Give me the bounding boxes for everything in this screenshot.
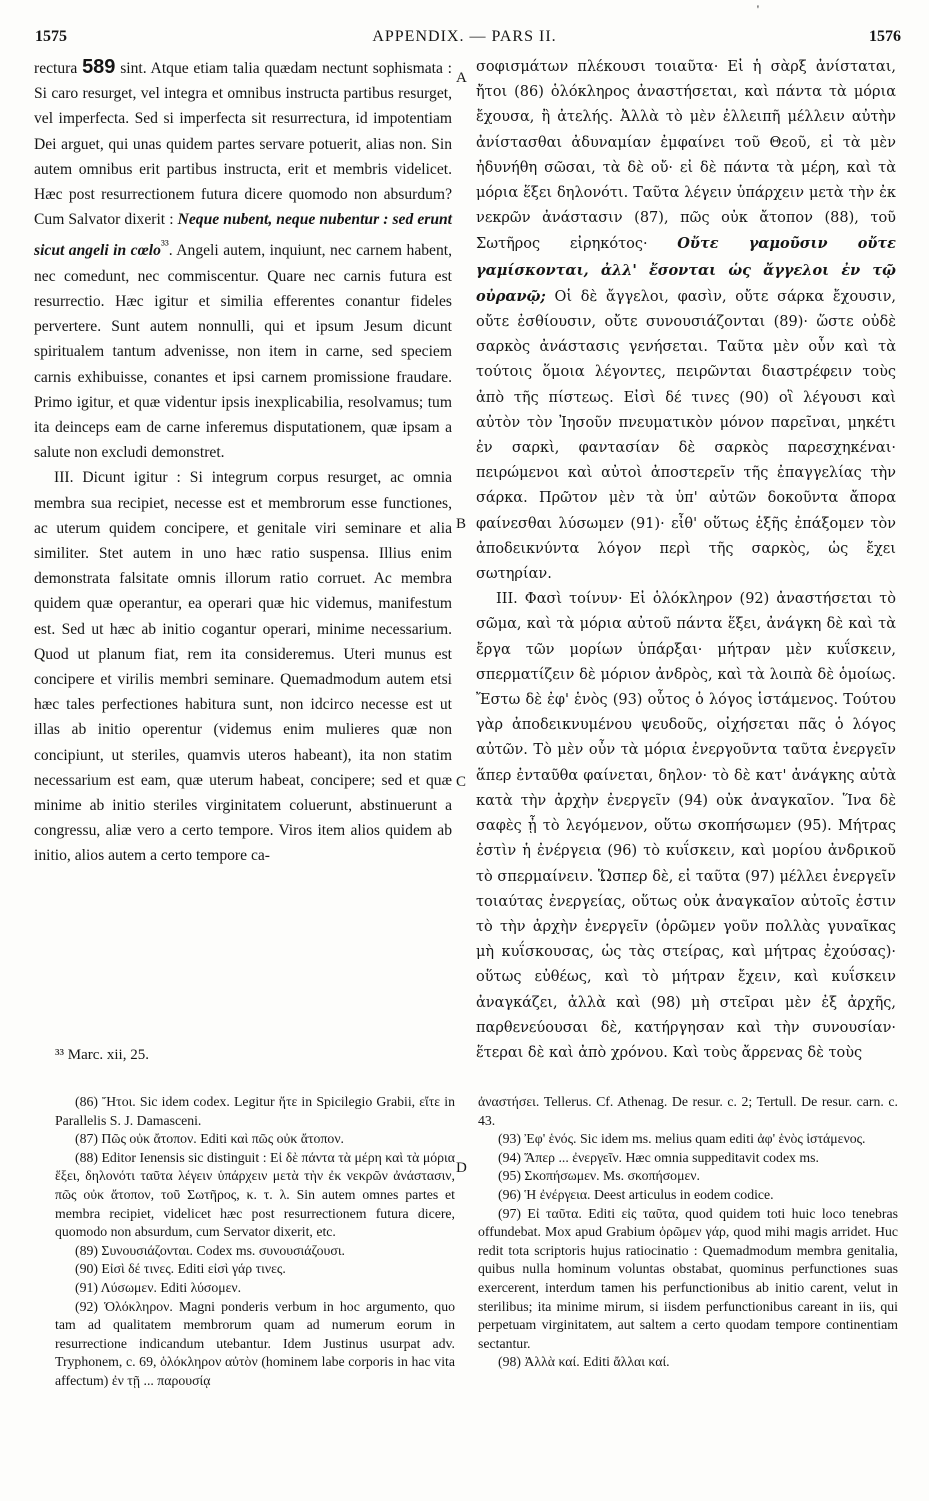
note-93: (93) Ἐφ' ἑνός. Sic idem ms. melius quam editi ἀφ' ἑνὸς ἱστάμενος. [498, 1131, 866, 1147]
latin-p1-rest: . Angeli autem, inquiunt, nec carnem habent, nec comedunt, nec commiscentur. Quare nec carnis futura est resurrectio. Hæc igitur et similia efferentes conantur fideles pervertere. Sunt autem nonnulli, qui et ipsum Jesum dicunt spiritualem tantum advenisse, non item in carne, sed speciem carnis exhibuisse, conantes et ipsi carnem promissione fraudare. Primo igitur, et quæ videntur ipsis inexplicabilia, resolvamus; tum ita deinceps eam de carne inferemus disputationem, quæ ipsam a salute non excludi demonstret. [34, 242, 452, 462]
latin-paragraph-1 [34, 55, 452, 465]
note-97: (97) Εἰ ταῦτα. Editi εἰς ταῦτα, quod quidem toti huic loco tenebras offundebat. Mox apud Grabium ὁρῶμεν γάρ, quod mihi magis arridet. Huc redit tota scriptoris hujus ratiocinatio : Quemadmodum membra genitalia, quibus nulla hominum voluntas obstabat, quominus perfunctiones suas exercerent, interdum tamen his perfunctionibus ab initio carent, velut in sterilibus; ita minime mirum, si iisdem perfunctionibus careant in iis, qui perpetuam virginitatem, aut saltem a certo quodam tempore continentiam sectantur. [478, 1205, 898, 1351]
latin-p1-start: rectura [34, 60, 78, 77]
note-98: (98) Ἀλλὰ καί. Editi ἄλλαι καί. [498, 1354, 670, 1370]
margin-marker-d: D [456, 1160, 467, 1176]
running-title: APPENDIX. — PARS II. [372, 28, 557, 45]
migne-column-number: 589 [82, 56, 116, 78]
greek-text-column [476, 55, 896, 1066]
latin-text-column [34, 55, 452, 869]
left-column-number: 1575 [35, 28, 67, 45]
note-86: (86) Ἤτοι. Sic idem codex. Legitur ἤτε in Spicilegio Grabii, εἴτε in Parallelis S. J. Damasceni. [55, 1094, 455, 1128]
right-column-number: 1576 [869, 28, 901, 45]
note-94: (94) Ἅπερ ... ἐνεργεῖν. Hæc omnia suppeditavit codex ms. [498, 1149, 819, 1165]
note-90: (90) Εἰσὶ δέ τινες. Editi εἰσὶ γάρ τινες. [75, 1261, 286, 1277]
note-92: (92) Ὁλόκληρον. Magni ponderis verbum in hoc argumento, quo tam ad qualitatem membrorum quam ad numerum eorum in resurrectione indicandum utebantur. Idem Justinus usurpat adv. Tryphonem, c. 69, ὁλόκληρον αὐτὸν (hominem labe corporis in hac vita affectum) ἐν τῇ ... παρουσίᾳ [55, 1298, 455, 1388]
note-89: (89) Συνουσιάζονται. Codex ms. συνουσιάζουσι. [75, 1242, 345, 1258]
latin-paragraph-2: III. Dicunt igitur : Si integrum corpus resurget, ac omnia membra sua recipiet, necesse est et membrorum esse functiones, ac uterum quidem concipere, et genitale viri seminare et alia similiter. Stet autem in uno hæc ratio suspensa. Illius enim demonstrata falsitate omnis illorum ratio corruet. Ac membra quidem quæ operantur, ea operari quæ hic videmus, manifestum est. Sed ut hæc ab initio cogantur operari, minime necessarium. Quod ut planum fiat, rem ita consideremus. Uteri munus est concipere et virilis membri seminare. Quemadmodum autem etsi hæc tales perfectiones habitura sunt, non idcirco necesse est ut illas ab initio operentur (videmus enim mulieres quæ non concipiunt, ut steriles, quamvis uteros habeant), ita non statim necessarium est eam, quæ uterum habeat, concipere; sed et quæ minime ab initio steriles virginitatem coluerunt, abstinuerunt a congressu, aliæ vero a certo tempore. Viros item alios quidem ab initio, alios autem a certo tempore ca- [34, 469, 452, 865]
latin-p1-text: sint. Atque etiam talia quædam nectunt sophismata : Si caro resurget, vel integra et omnibus instructa partibus resurget, vel imperfecta. Sed si imperfecta sit resurrectura, id impotentiam Dei arguet, qui unas quidem partes servare potuerit, alias non. Sin autem omnibus erit partibus instructa, erit et membris videlicet. Hæc post resurrectionem futura dicere quomodo non absurdum? Cum Salvator dixerit : [34, 60, 452, 229]
scripture-footnote: ³³ Marc. xii, 25. [55, 1047, 149, 1063]
greek-p1-text: σοφισμάτων πλέκουσι τοιαῦτα· Εἰ ἡ σὰρξ ἀνίσταται, ἤτοι (86) ὁλόκληρος ἀναστήσεται, καὶ πάντα τὰ μόρια ἔχουσα, ἢ ἀτελής. Ἀλλὰ τὸ μὲν ἐλλειπῆ μέλλειν αὐτὴν ἀνίστασθαι ἀδυναμίαν ἐμφαίνει τοῦ Θεοῦ, εἰ τὰ μὲν ἠδυνήθη σῶσαι, τὰ δὲ οὔ· εἰ δὲ πάντα τὰ μέρη, καὶ τὰ μόρια ἕξει δηλονότι. Ταῦτα λέγειν ὑπάρχειν μετὰ τὴν ἐκ νεκρῶν ἀνάστασιν (87), πῶς οὐκ ἄτοπον (88), τοῦ Σωτῆρος εἰρηκότος· [476, 59, 896, 253]
note-91: (91) Λύσωμεν. Editi λύσομεν. [75, 1279, 242, 1295]
footnote-reference-33: ³³ [160, 237, 169, 253]
greek-scripture-quote: Οὔτε γαμοῦσιν οὔτε γαμίσκονται, ἀλλ' ἔσονται ὡς ἄγγελοι ἐν τῷ οὐρανῷ; [476, 235, 896, 305]
notes-left-column [55, 1093, 455, 1391]
header-tick-mark: ' [756, 2, 759, 16]
note-88: (88) Editor Ienensis sic distinguit : Εἰ δὲ πάντα τὰ μέρη καὶ τὰ μόρια ἕξει, δηλονότι ταῦτα λέγειν ὑπάρχειν μετὰ τὴν ἐκ νεκρῶν ἀνάστασιν, πῶς οὐκ ἄτοπον, τοῦ Σωτῆρος, κ. τ. λ. Sin autem omnes partes et membra recipiet, videlicet hæc post resurrectionem futura dicere, quomodo non absurdum, cum Servator dixerit, etc. [55, 1149, 455, 1240]
notes-right-column [478, 1093, 898, 1372]
margin-marker-c: C [456, 774, 467, 790]
page-header [0, 0, 929, 60]
margin-marker-b: B [456, 516, 467, 532]
greek-p1-rest: Οἱ δὲ ἄγγελοι, φασὶν, οὔτε σάρκα ἔχουσιν, οὔτε ἐσθίουσιν, οὔτε συνουσιάζονται (89)· ὥστε οὐδὲ σαρκὸς ἀνάστασις γενήσεται. Ταῦτα μὲν οὖν καὶ τὰ τούτοις ὅμοια λέγοντες, πειρῶνται διαστρέφειν τοὺς ἀπὸ τῆς πίστεως. Εἰσὶ δέ τινες (90) οἳ λέγουσι καὶ αὐτὸν τὸν Ἰησοῦν πνευματικὸν μόνον παρεῖναι, μηκέτι ἐν σαρκὶ, φαντασίαν δὲ σαρκὸς παρεσχηκέναι· πειρώμενοι καὶ αὐτοὶ ἀποστερεῖν τῆς ἐπαγγελίας τὴν σάρκα. Πρῶτον μὲν τὰ ὑπ' αὐτῶν δοκοῦντα ἄπορα φαίνεσθαι λύσωμεν (91)· εἶθ' οὕτως ἑξῆς ἐπάξομεν τὸν ἀποδεικνύντα λόγον περὶ τῆς σαρκὸς, ὡς ἔχει σωτηρίαν. [476, 288, 897, 583]
margin-marker-a: A [456, 70, 467, 86]
note-92-continued: ἀναστήσει. Tellerus. Cf. Athenag. De resur. c. 2; Tertull. De resur. carn. c. 43. [478, 1094, 898, 1128]
note-95: (95) Σκοπήσωμεν. Ms. σκοπήσομεν. [498, 1168, 700, 1184]
note-87: (87) Πῶς οὐκ ἄτοπον. Editi καὶ πῶς οὐκ ἄτοπον. [75, 1131, 345, 1147]
greek-paragraph-1 [476, 55, 896, 587]
note-96: (96) Ἡ ἐνέργεια. Deest articulus in eodem codice. [498, 1186, 774, 1202]
latin-scripture-quote: Neque nubent, neque nubentur : sed erunt sicut angeli in cœlo [34, 211, 453, 260]
greek-paragraph-2: III. Φασὶ τοίνυν· Εἰ ὁλόκληρον (92) ἀναστήσεται τὸ σῶμα, καὶ τὰ μόρια αὐτοῦ πάντα ἕξει, ἀνάγκη δὲ καὶ τὰ ἔργα τῶν μορίων ὑπάρξαι· μήτραν μὲν κυΐσκειν, σπερματίζειν δὲ μόριον ἀνδρὸς, καὶ τὰ λοιπὰ δὲ ὁμοίως. Ἔστω δὲ ἐφ' ἑνὸς (93) οὗτος ὁ λόγος ἱστάμενος. Τούτου γὰρ ἀποδεικνυμένου ψευδοῦς, οἰχήσεται πᾶς ὁ λόγος αὐτῶν. Τὸ μὲν οὖν τὰ μόρια ἐνεργοῦντα ταῦτα ἐνεργεῖν ἅπερ ἐνταῦθα φαίνεται, δηλον· τὸ δὲ κατ' ἀνάγκης αὐτὰ κατὰ τὴν ἀρχὴν ἐνεργεῖν (94) οὐκ ἀναγκαῖον. Ἵνα δὲ σαφὲς ᾖ τὸ λεγόμενον, οὕτω σκοπήσωμεν (95). Μήτρας ἐστὶν ἡ ἐνέργεια (96) τὸ κυΐσκειν, καὶ μορίου ἀνδρικοῦ τὸ σπερμαίνειν. Ὥσπερ δὲ, εἰ ταῦτα (97) μέλλει ἐνεργεῖν τοιαύτας ἐνεργείας, οὕτως οὐκ ἀναγκαῖον αὐτοῖς ἐστιν τὸ τὴν ἀρχὴν ἐνεργεῖν (ὁρῶμεν γοῦν πολλὰς γυναῖκας μὴ κυΐσκουσας, ὡς τὰς στείρας, καὶ μήτρας ἐχούσας)· οὕτως εὐθέως, καὶ τὸ μήτραν ἔχειν, καὶ κυΐσκειν ἀναγκάζει, ἀλλὰ καὶ (98) μὴ στεῖραι μὲν ἐξ ἀρχῆς, παρθενεύουσαι δὲ, κατήργησαν καὶ τὴν συνουσίαν· ἕτεραι δὲ καὶ ἀπὸ χρόνου. Καὶ τοὺς ἄρρενας δὲ τοὺς [476, 591, 896, 1061]
